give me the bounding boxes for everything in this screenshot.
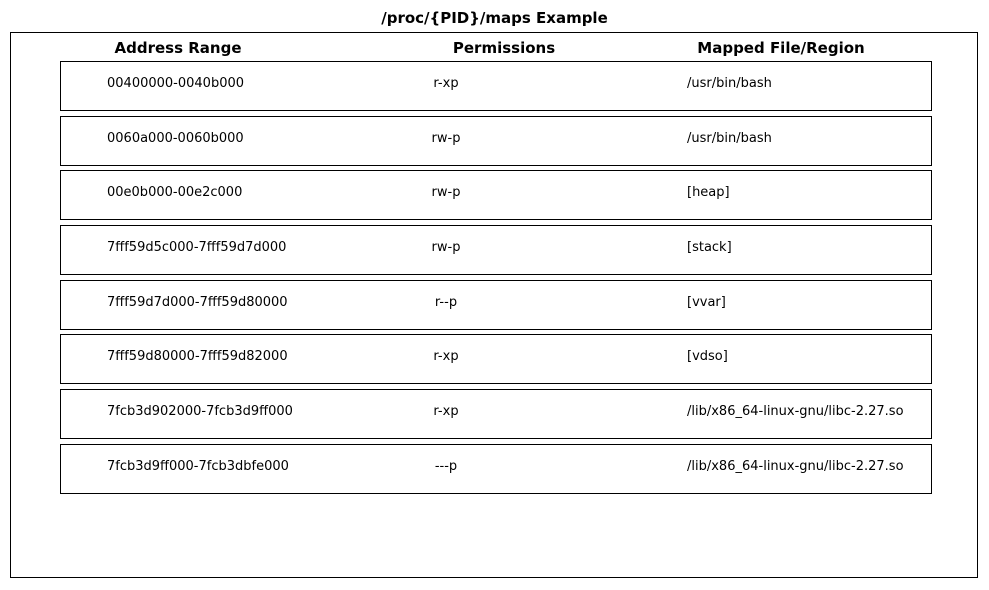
permissions-cell: ---p bbox=[434, 458, 458, 474]
table-row bbox=[60, 61, 932, 111]
address-range-cell: 0060a000-0060b000 bbox=[107, 130, 244, 146]
mapped-file-cell: [heap] bbox=[687, 185, 730, 201]
column-header-mapped-file-region: Mapped File/Region bbox=[697, 39, 865, 57]
table-row bbox=[60, 280, 932, 330]
table-row bbox=[60, 170, 932, 220]
address-range-cell: 7fff59d7d000-7fff59d80000 bbox=[107, 294, 288, 310]
address-range-cell: 7fcb3d902000-7fcb3d9ff000 bbox=[107, 404, 293, 420]
mapped-file-cell: [vdso] bbox=[687, 349, 728, 365]
address-range-cell: 00e0b000-00e2c000 bbox=[107, 185, 243, 201]
mapped-file-cell: [vvar] bbox=[687, 294, 726, 310]
table-row bbox=[60, 389, 932, 439]
page-title: /proc/{PID}/maps Example bbox=[381, 9, 608, 27]
mapped-file-cell: /usr/bin/bash bbox=[687, 76, 772, 91]
address-range-cell: 7fff59d5c000-7fff59d7d000 bbox=[107, 240, 287, 256]
address-range-cell: 7fff59d80000-7fff59d82000 bbox=[107, 349, 288, 365]
permissions-cell: r--p bbox=[434, 294, 458, 310]
column-header-permissions: Permissions bbox=[452, 39, 556, 57]
permissions-cell: rw-p bbox=[431, 185, 461, 201]
table-row bbox=[60, 334, 932, 384]
permissions-cell: rw-p bbox=[431, 240, 461, 256]
permissions-cell: r-xp bbox=[433, 76, 459, 91]
permissions-cell: r-xp bbox=[433, 404, 459, 420]
permissions-cell: r-xp bbox=[433, 349, 459, 365]
table-row bbox=[60, 116, 932, 166]
maps-table bbox=[60, 61, 932, 499]
column-header-address-range: Address Range bbox=[114, 39, 242, 57]
mapped-file-cell: [stack] bbox=[687, 240, 732, 256]
address-range-cell: 7fcb3d9ff000-7fcb3dbfe000 bbox=[107, 458, 289, 474]
mapped-file-cell: /usr/bin/bash bbox=[687, 130, 772, 146]
permissions-cell: rw-p bbox=[431, 130, 461, 146]
mapped-file-cell: /lib/x86_64-linux-gnu/libc-2.27.so bbox=[687, 458, 904, 474]
mapped-file-cell: /lib/x86_64-linux-gnu/libc-2.27.so bbox=[687, 404, 904, 420]
address-range-cell: 00400000-0040b000 bbox=[107, 76, 245, 91]
table-row bbox=[60, 225, 932, 275]
table-row bbox=[60, 444, 932, 494]
